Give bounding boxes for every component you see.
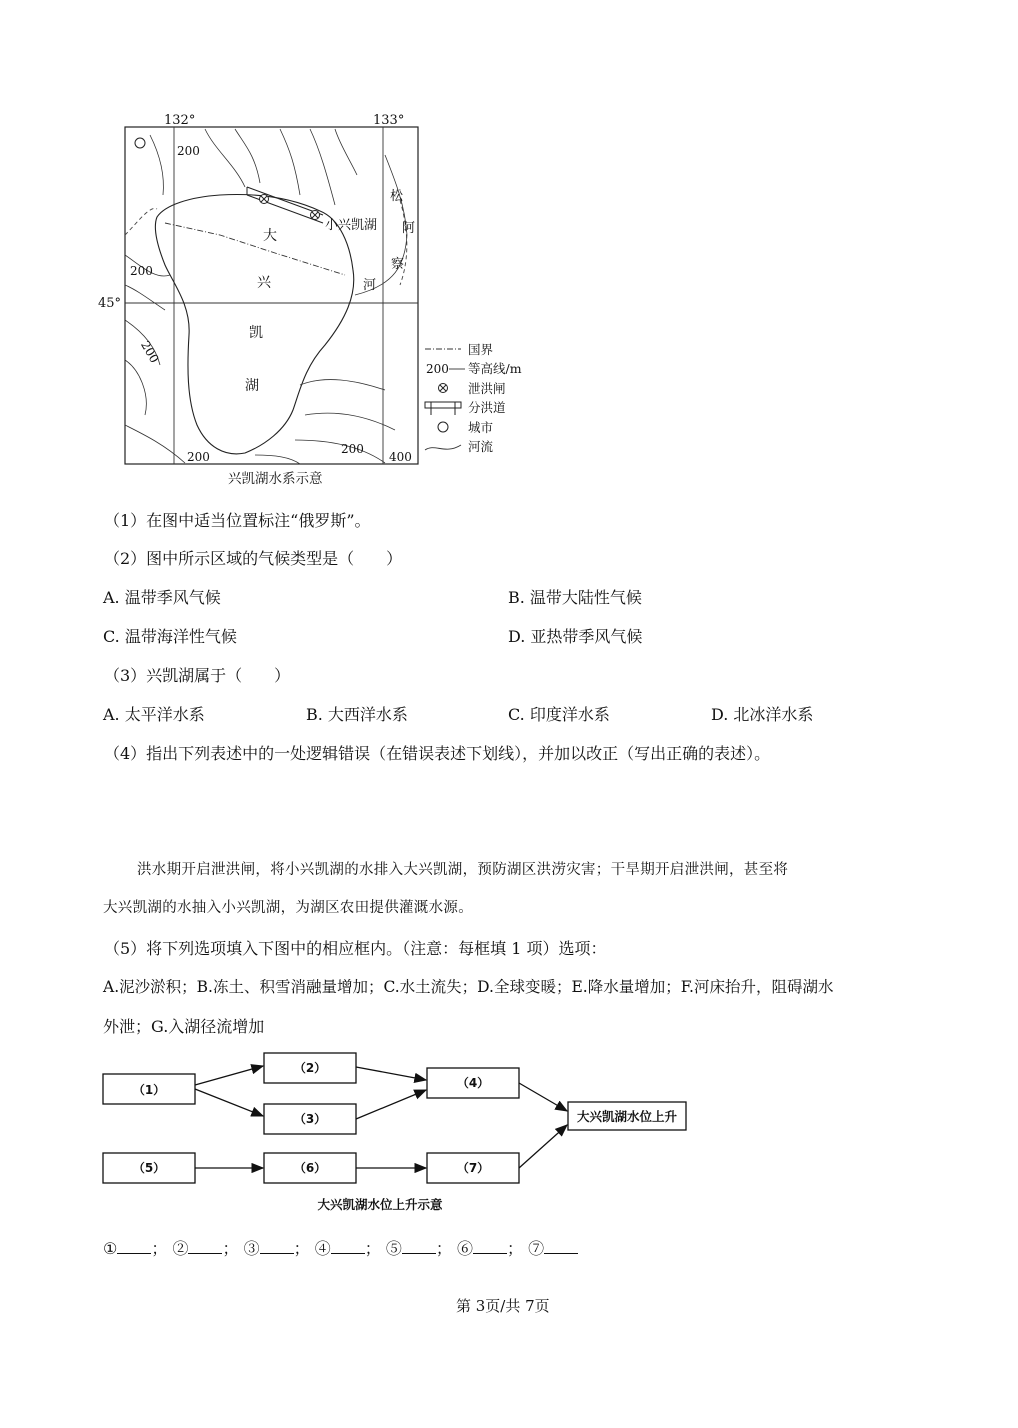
q3-option-b: B. 大西洋水系	[306, 705, 408, 724]
contour-label: 200	[130, 264, 153, 278]
legend-border-label: 国界	[468, 342, 494, 357]
legend-sluice-label: 泄洪闸	[468, 381, 506, 396]
q2-option-d: D. 亚热带季风气候	[508, 627, 643, 646]
water-level-flow-diagram	[95, 1045, 695, 1220]
answer-blank-4[interactable]	[331, 1239, 365, 1254]
river-char-2: 阿	[402, 221, 416, 236]
answer-blank-5[interactable]	[402, 1239, 436, 1254]
q5-options-line-1: A.泥沙淤积；B.冻土、积雪消融量增加；C.水土流失；D.全球变暖；E.降水量增加；F.河床抬升，阻碍湖水	[103, 978, 834, 996]
question-5: （5）将下列选项填入下图中的相应框内。（注意：每框填 1 项）选项：	[104, 939, 607, 958]
q5-options-line-2: 外泄；G.入湖径流增加	[103, 1017, 265, 1036]
river-char-3: 察	[391, 257, 405, 272]
answer-blank-2[interactable]	[188, 1239, 222, 1254]
box-7-label: （7）	[456, 1161, 490, 1175]
lake-char-xing: 兴	[257, 275, 271, 291]
result-label: 大兴凯湖水位上升	[576, 1109, 678, 1124]
lake-char-kai: 凯	[249, 325, 263, 341]
lon-left-label: 132°	[164, 113, 196, 128]
page-footer: 第 3页/共 7页	[456, 1297, 550, 1315]
legend-floodway-label: 分洪道	[468, 400, 506, 415]
answer-marker-3: ③	[243, 1239, 260, 1258]
answer-sep: ；	[364, 1239, 381, 1258]
answer-blank-6[interactable]	[473, 1239, 507, 1254]
box-5-label: （5）	[132, 1161, 166, 1175]
box-6-label: （6）	[293, 1161, 327, 1175]
legend-river-label: 河流	[468, 439, 494, 454]
map-legend	[425, 342, 522, 454]
q3-option-a: A. 太平洋水系	[103, 705, 205, 724]
river-char-1: 松	[390, 189, 404, 204]
answer-blank-7[interactable]	[544, 1239, 578, 1254]
q2-option-c: C. 温带海洋性气候	[103, 627, 237, 646]
box-2-label: （2）	[293, 1061, 327, 1075]
answer-marker-4: ④	[314, 1239, 331, 1258]
box-4-label: （4）	[456, 1076, 490, 1090]
contour-label: 200	[341, 442, 364, 456]
answer-blank-1[interactable]	[117, 1239, 151, 1254]
q4-passage-line-1: 洪水期开启泄洪闸，将小兴凯湖的水排入大兴凯湖，预防湖区洪涝灾害；干旱期开启泄洪闸，甚至将	[137, 862, 789, 878]
answer-blanks	[103, 1236, 578, 1259]
river-char-4: 河	[363, 278, 377, 293]
lake-char-da: 大	[263, 228, 277, 244]
lon-right-label: 133°	[373, 113, 405, 128]
contour-label: 200	[187, 450, 210, 464]
contour-label: 400	[389, 450, 412, 464]
question-3: （3）兴凯湖属于（ ）	[104, 666, 291, 685]
answer-marker-2: ②	[172, 1239, 189, 1258]
answer-sep: ；	[222, 1239, 239, 1258]
answer-sep: ；	[293, 1239, 310, 1258]
answer-marker-6: ⑥	[456, 1239, 473, 1258]
answer-marker-1: ①	[103, 1239, 118, 1258]
contour-label: 200	[177, 144, 200, 158]
q4-passage-line-2: 大兴凯湖的水抽入小兴凯湖，为湖区农田提供灌溉水源。	[103, 900, 473, 916]
box-3-label: （3）	[293, 1112, 327, 1126]
answer-sep: ；	[435, 1239, 452, 1258]
border-line	[165, 223, 345, 275]
lat-label: 45°	[98, 296, 122, 311]
lake-char-hu: 湖	[245, 378, 259, 394]
answer-marker-5: ⑤	[385, 1239, 402, 1258]
question-1: （1）在图中适当位置标注“俄罗斯”。	[104, 511, 371, 530]
answer-sep: ；	[506, 1239, 523, 1258]
legend-contour-prefix: 200	[426, 362, 449, 376]
answer-sep: ；	[151, 1239, 168, 1258]
q2-option-b: B. 温带大陆性气候	[508, 588, 642, 607]
q3-option-d: D. 北冰洋水系	[711, 705, 814, 724]
answer-blank-3[interactable]	[260, 1239, 294, 1254]
flow-caption: 大兴凯湖水位上升示意	[317, 1197, 443, 1212]
map-caption: 兴凯湖水系示意	[228, 471, 323, 487]
question-4: （4）指出下列表述中的一处逻辑错误（在错误表述下划线），并加以改正（写出正确的表述）。	[104, 744, 771, 763]
q2-option-a: A. 温带季风气候	[103, 588, 221, 607]
question-2: （2）图中所示区域的气候类型是（ ）	[104, 549, 403, 568]
legend-city-label: 城市	[468, 420, 494, 435]
small-lake-label: 小兴凯湖	[325, 218, 378, 233]
legend-contour-label: 等高线/m	[468, 361, 522, 376]
answer-marker-7: ⑦	[528, 1239, 545, 1258]
contour-label: 200	[138, 338, 162, 366]
xingkai-lake-map	[95, 105, 535, 490]
q3-option-c: C. 印度洋水系	[508, 705, 610, 724]
box-1-label: （1）	[132, 1083, 166, 1097]
